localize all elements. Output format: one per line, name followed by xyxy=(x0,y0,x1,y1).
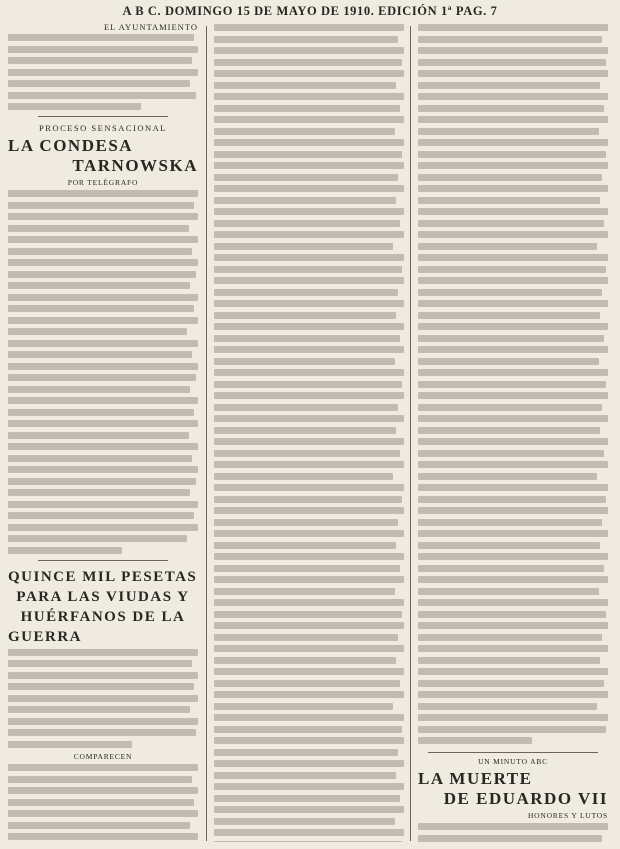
proceso-heading: PROCESO SENSACIONAL xyxy=(39,123,167,133)
column3-article-text xyxy=(418,24,608,744)
muerte-title-line-1: LA MUERTE xyxy=(418,769,533,788)
quince-title-line-3: HUÉRFANOS DE LA xyxy=(20,608,186,625)
column-3 xyxy=(418,22,608,842)
condesa-article-text xyxy=(8,190,198,554)
quince-title-line-1: QUINCE MIL PESETAS xyxy=(8,568,198,585)
divider xyxy=(38,560,168,561)
column-rule xyxy=(410,26,411,841)
viudas-article-text xyxy=(214,24,404,842)
condesa-title-line-1: LA CONDESA xyxy=(8,136,134,155)
divider xyxy=(428,752,598,753)
honores-subheading: HONORES Y LUTOS xyxy=(527,811,608,820)
un-minuto-heading: UN MINUTO ABC xyxy=(478,757,548,766)
condesa-title-line-2: TARNOWSKA xyxy=(72,156,198,175)
column-rule xyxy=(206,26,207,841)
quince-title-line-2: PARA LAS VIUDAS Y xyxy=(16,588,190,605)
divider xyxy=(38,116,168,117)
ayuntamiento-heading: EL AYUNTAMIENTO xyxy=(103,22,198,32)
quince-title-line-4: GUERRA xyxy=(8,628,83,645)
por-telegrafo-label: POR TELÉGRAFO xyxy=(67,178,139,187)
column-2 xyxy=(214,22,404,842)
muerte-article-text xyxy=(418,823,608,842)
comparecen-article-text xyxy=(8,764,198,842)
muerte-title-line-2: DE EDUARDO VII xyxy=(443,789,608,808)
quince-article-text xyxy=(8,649,198,748)
column-1 xyxy=(8,22,198,842)
page-header: A B C. DOMINGO 15 DE MAYO DE 1910. EDICIÓN 1ª PAG. 7 xyxy=(122,4,498,18)
ayuntamiento-article-text xyxy=(8,34,198,110)
comparecen-heading: COMPARECEN xyxy=(73,752,133,761)
